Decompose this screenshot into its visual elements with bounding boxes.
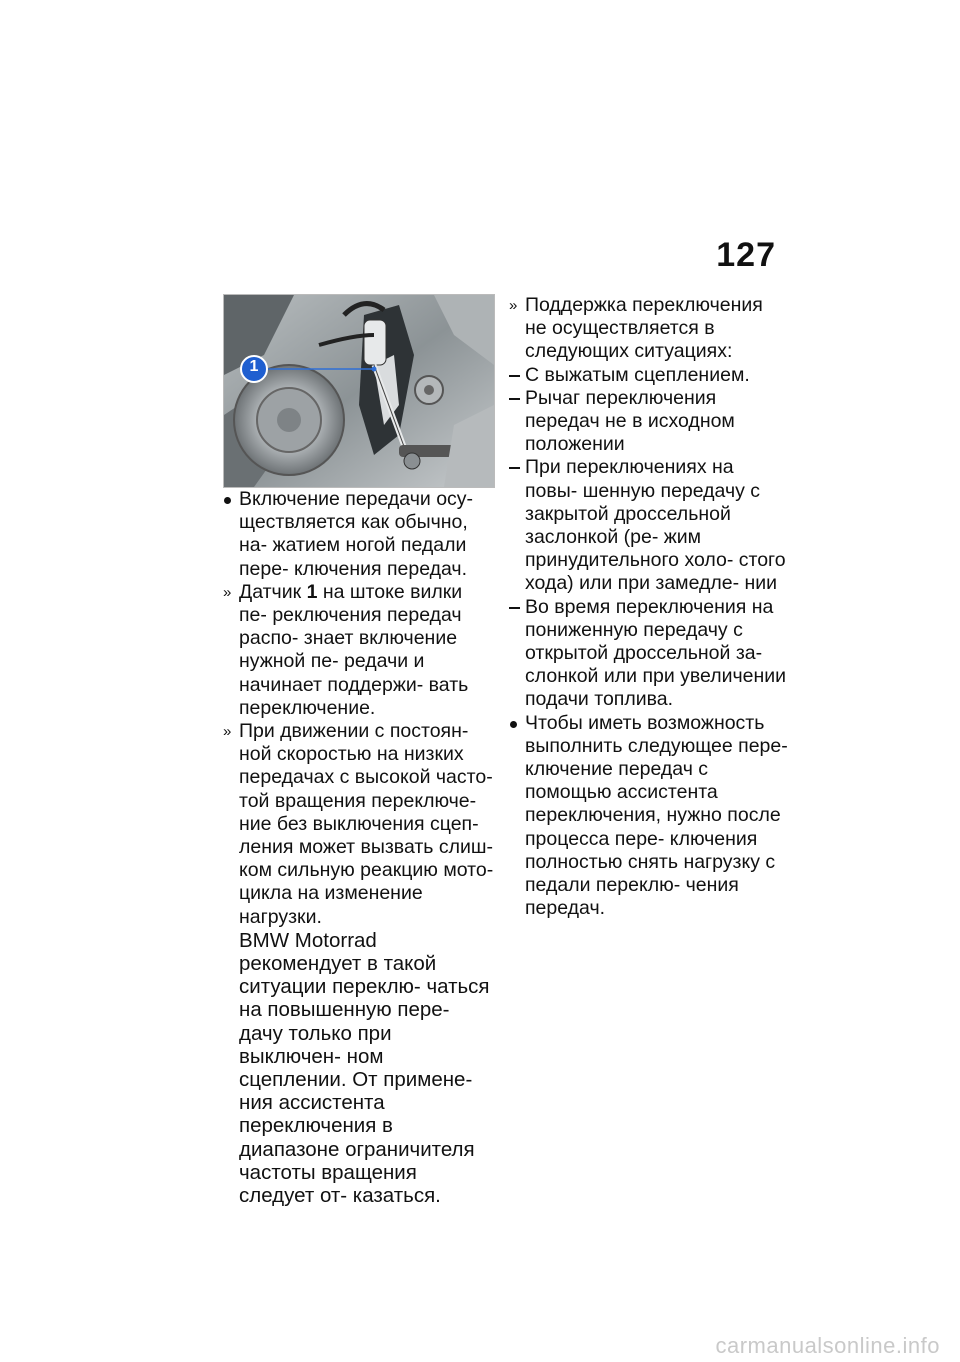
dash-icon	[509, 375, 520, 377]
list-item: Включение передачи осу- ществляется как обычно, на- жатием ногой педали пере- ключения передач.	[223, 488, 495, 581]
bullet-icon	[224, 497, 231, 504]
dash-item: Во время переключения на пониженную передачу с открытой дроссельной за- слонкой или при увеличении подачи топлива.	[509, 596, 789, 712]
dash-item: Рычаг переключения передач не в исходном положении	[509, 387, 789, 457]
dash-icon	[509, 398, 520, 400]
motorcycle-shift-assistant-photo	[224, 295, 494, 487]
page-number: 127	[716, 236, 776, 274]
callout-reference: 1	[306, 580, 318, 603]
left-column	[223, 488, 495, 1207]
list-item: Чтобы иметь возможность выполнить следующее пере- ключение передач с помощью ассистента переключения, нужно после процесса пере- ключения полностью снять нагрузку с педали переклю- чения передач.	[509, 712, 789, 921]
footer-watermark: carmanualsonline.info	[715, 1333, 940, 1358]
list-item: » При движении с постоян- ной скоростью на низких передачах с высокой часто- той вращения переключе- ние без выключения сцеп- ления может вызвать слиш- ком сильную реакцию мото- цикла на изменение нагрузки. BMW Motorrad рекомендует в такой ситуации переклю- чаться на повышенную пере- дачу только при выключен- ном сцеплении. От примене- ния ассистента переключения в диапазоне ограничителя частоты вращения следует от- казаться.	[223, 720, 494, 1208]
arrow-marker: »	[223, 723, 232, 741]
arrow-marker: »	[509, 297, 518, 314]
dash-icon	[509, 607, 520, 609]
list-item: » Датчик 1 на штоке вилки пе- реключения передач распо- знает включение нужной пе- редачи и начинает поддержи- вать переключение.	[223, 580, 469, 719]
callout-label: 1	[249, 358, 259, 375]
dash-icon	[509, 467, 520, 469]
list-item: » Поддержка переключения не осуществляется в следующих ситуациях:	[509, 294, 763, 363]
figure-shift-sensor	[223, 294, 495, 488]
dash-item: При переключениях на повы- шенную передачу с закрытой дроссельной заслонкой (ре- жим принудительного холо- стого хода) или при замедле- нии	[509, 456, 789, 595]
bullet-icon	[510, 721, 517, 728]
recommendation-text: BMW Motorrad рекомендует в такой ситуации переклю- чаться на повышенную пере- дачу только при выключен- ном сцеплении. От примене- ния ассистента переключения в диапазоне ограничителя частоты вращения следует от- казаться.	[239, 928, 490, 1208]
dash-item: С выжатым сцеплением.	[509, 364, 789, 387]
right-column	[509, 294, 789, 920]
arrow-marker: »	[223, 583, 232, 601]
